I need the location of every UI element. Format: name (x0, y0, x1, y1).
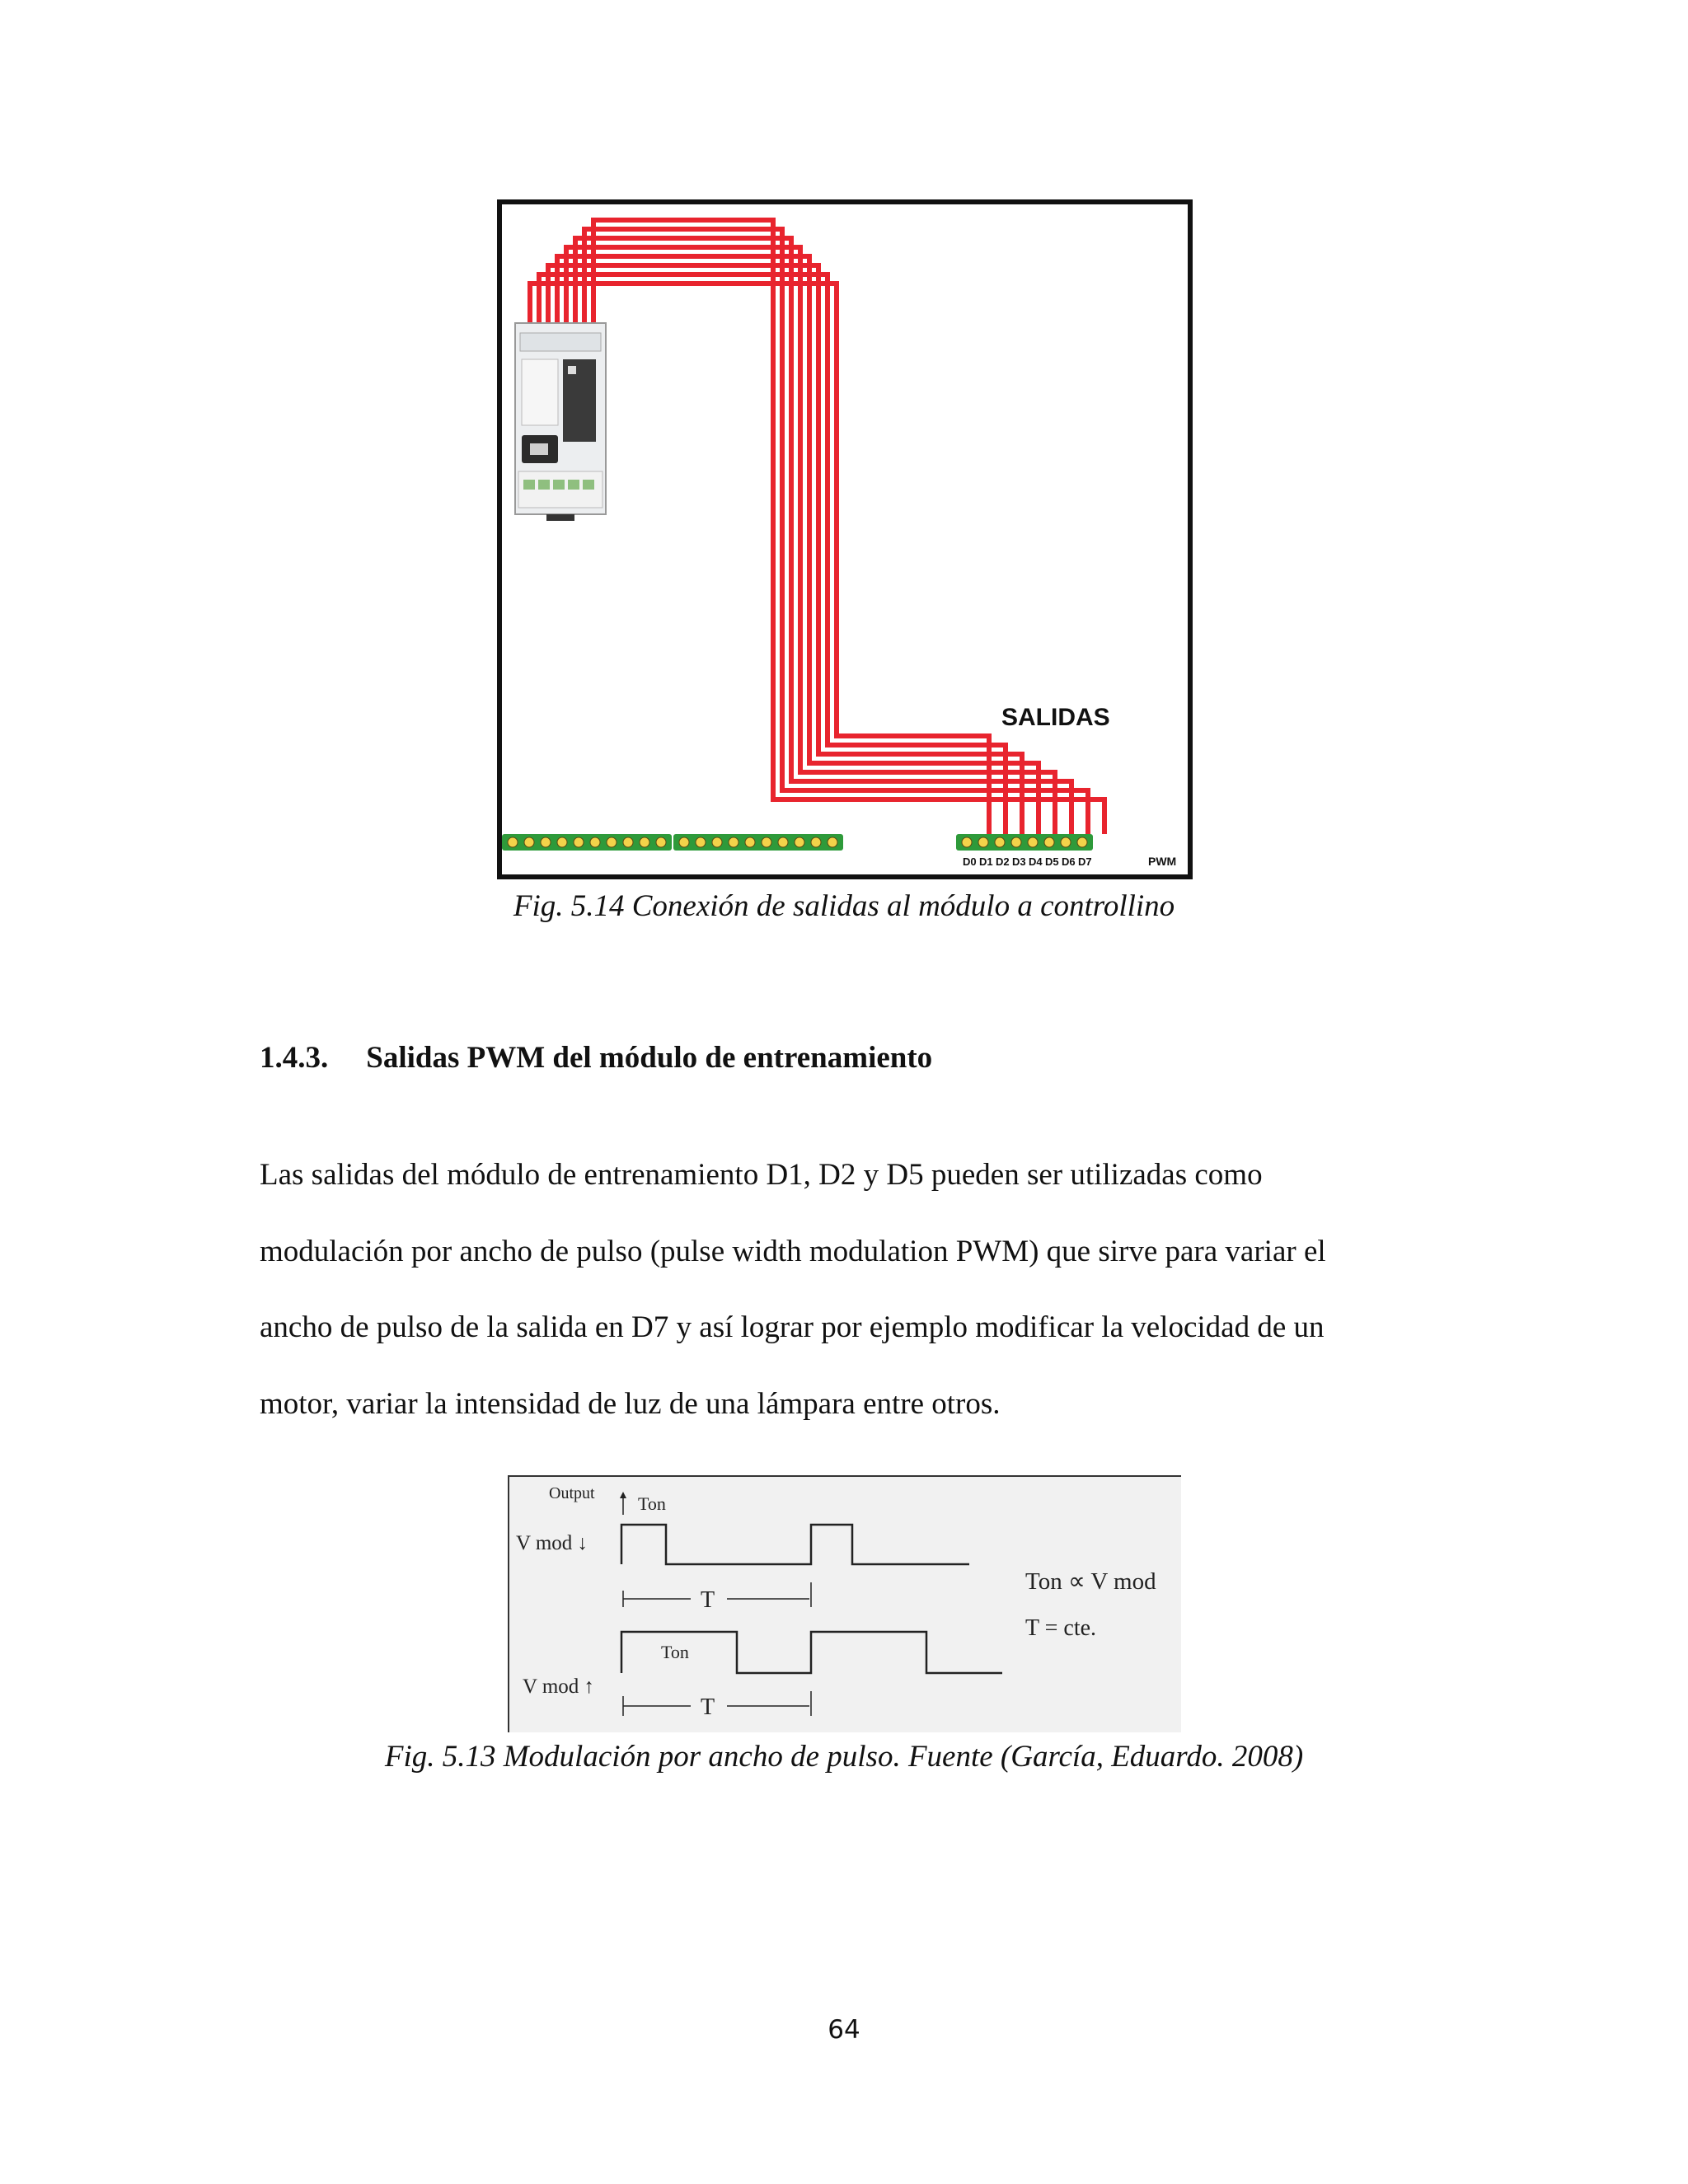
terminal-screw (524, 837, 534, 847)
terminal-screw (1028, 837, 1038, 847)
pin-label-d3: D3 (1012, 855, 1026, 868)
terminal-screw (762, 837, 771, 847)
terminal-strips (502, 834, 1093, 851)
relation-label: Ton ∝ V mod (1025, 1568, 1156, 1595)
terminal-screw (574, 837, 584, 847)
terminal-screw (1077, 837, 1087, 847)
constant-label: T = cte. (1025, 1615, 1097, 1641)
scan-background (508, 1475, 1181, 1732)
period-label-top: T (701, 1587, 715, 1613)
figure-caption-5-13: Fig. 5.13 Modulación por ancho de pulso. Fuente (García, Eduardo. 2008) (384, 1740, 1304, 1774)
terminal-screw (1044, 837, 1054, 847)
paragraph-line: ancho de pulso de la salida en D7 y así lograr por ejemplo modificar la velocidad de un (260, 1310, 1325, 1344)
ton-label-top: Ton (638, 1493, 666, 1514)
terminal-screw (995, 837, 1005, 847)
salidas-label: SALIDAS (1001, 704, 1110, 731)
terminal-strip (956, 834, 1093, 851)
paragraph-line: Las salidas del módulo de entrenamiento D1, D2 y D5 pueden ser utilizadas como (260, 1158, 1263, 1192)
pin-label-d4: D4 (1029, 855, 1043, 868)
terminal-screw (656, 837, 666, 847)
terminal-screw (811, 837, 821, 847)
section-number: 1.4.3. (260, 1041, 329, 1075)
ton-label-bottom: Ton (661, 1642, 689, 1662)
body-paragraph (260, 1137, 1438, 1442)
terminal-screw (729, 837, 738, 847)
section-heading (260, 1040, 932, 1076)
pwm-label: PWM (1148, 855, 1177, 868)
terminal-screw (623, 837, 633, 847)
terminal-screw (795, 837, 804, 847)
output-label: Output (549, 1484, 595, 1502)
terminal-screw (508, 837, 518, 847)
terminal-screw (557, 837, 567, 847)
terminal-screw (640, 837, 649, 847)
terminal-screw (745, 837, 755, 847)
pin-label-d2: D2 (996, 855, 1010, 868)
pin-label-d0: D0 (963, 855, 977, 868)
pin-label-d1: D1 (979, 855, 993, 868)
terminal-screw (696, 837, 706, 847)
period-label-bottom: T (701, 1694, 715, 1720)
figure-caption-5-14: Fig. 5.14 Conexión de salidas al módulo a controllino (513, 889, 1175, 923)
terminal-screw (978, 837, 988, 847)
terminal-screw (712, 837, 722, 847)
terminal-screw (541, 837, 551, 847)
terminal-screw (962, 837, 972, 847)
section-title: Salidas PWM del módulo de entrenamiento (366, 1041, 933, 1075)
figure-outputs-wiring (497, 199, 1193, 879)
vmod-down-label: V mod ↓ (516, 1532, 588, 1554)
pin-label-d6: D6 (1062, 855, 1076, 868)
terminal-screw (1061, 837, 1071, 847)
paragraph-line: motor, variar la intensidad de luz de una lámpara entre otros. (260, 1386, 1001, 1421)
terminal-screw (1011, 837, 1021, 847)
figure-pwm-diagram (508, 1475, 1181, 1732)
paragraph-line: modulación por ancho de pulso (pulse width modulation PWM) que sirve para variar el (260, 1234, 1326, 1268)
vmod-up-label: V mod ↑ (523, 1675, 595, 1698)
figure-border (499, 202, 1190, 877)
terminal-screw (607, 837, 617, 847)
page-number: 64 (828, 2015, 860, 2045)
pin-label-d7: D7 (1078, 855, 1092, 868)
terminal-screw (590, 837, 600, 847)
pin-label-d5: D5 (1045, 855, 1059, 868)
terminal-screw (828, 837, 837, 847)
controllino-module-image (515, 323, 606, 521)
terminal-screw (679, 837, 689, 847)
terminal-screw (778, 837, 788, 847)
